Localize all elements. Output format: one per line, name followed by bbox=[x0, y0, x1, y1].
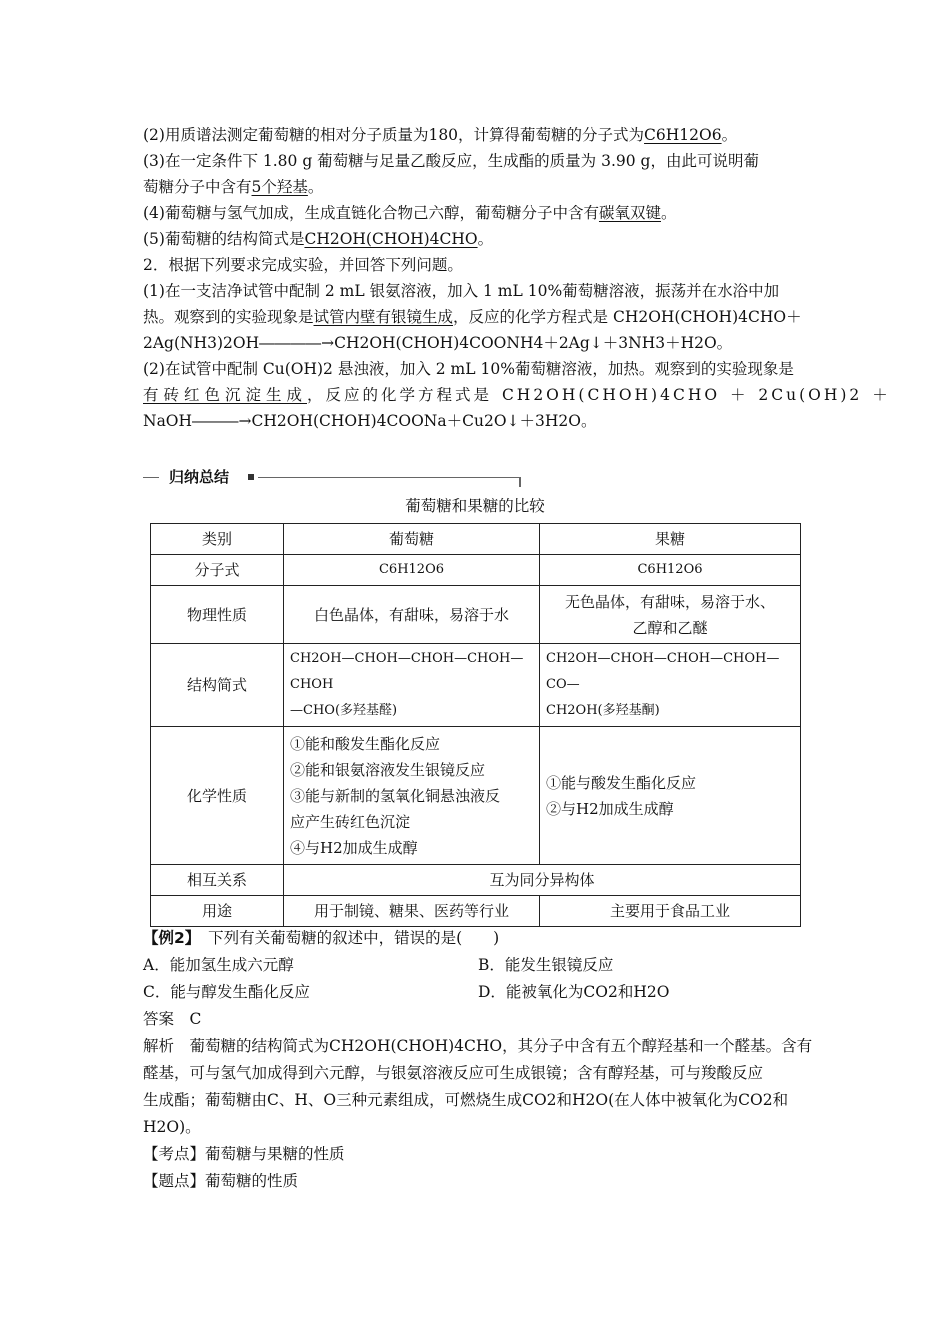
comparison-table bbox=[150, 523, 801, 927]
table-cell: C6H12O6 bbox=[284, 555, 540, 586]
silver-mirror-answer: 试管内壁有银镜生成 bbox=[313, 308, 454, 326]
section-2-title: 2．根据下列要求完成实验，并回答下列问题。 bbox=[143, 256, 463, 274]
question-3-line-2 bbox=[143, 174, 323, 200]
option-b: B．能发生银镜反应 bbox=[478, 956, 614, 974]
question-2-line bbox=[143, 122, 737, 148]
table-cell: 用于制镜、糖果、医药等行业 bbox=[284, 896, 540, 927]
cell-line: ④与H2加成生成醇 bbox=[290, 838, 418, 857]
table-row bbox=[151, 644, 801, 727]
cell-line: CH2OH—CHOH—CHOH—CHOH—CHOH bbox=[290, 651, 524, 692]
cell-line: 应产生砖红色沉淀 bbox=[290, 812, 411, 831]
experiment-1-line-1: (1)在一支洁净试管中配制 2 mL 银氨溶液，加入 1 mL 10%葡萄糖溶液，振荡并在水浴中加 bbox=[143, 282, 780, 300]
table-row bbox=[151, 896, 801, 927]
example-tag: 【例2】 bbox=[143, 929, 193, 947]
divider-end bbox=[519, 477, 521, 487]
table-row bbox=[151, 727, 801, 865]
experiment-2-equation: NaOH―――→CH2OH(CHOH)4COONa＋Cu2O↓＋3H2O。 bbox=[143, 412, 597, 430]
option-a: A．能加氢生成六元醇 bbox=[143, 956, 294, 974]
punct: 。 bbox=[307, 178, 324, 196]
answer-line: 答案 C bbox=[143, 1010, 202, 1028]
bullet-icon bbox=[248, 474, 254, 480]
row-label: 结构简式 bbox=[151, 644, 284, 727]
cell-line: 乙醇和乙醚 bbox=[632, 618, 708, 637]
table-cell: 主要用于食品工业 bbox=[540, 896, 801, 927]
analysis-line-4: H2O)。 bbox=[143, 1118, 201, 1136]
divider bbox=[258, 477, 521, 478]
question-3-text: 萄糖分子中含有 bbox=[143, 178, 252, 196]
glucose-formula-answer: C6H12O6 bbox=[644, 126, 722, 144]
analysis-line-3: 生成酯；葡萄糖由C、H、O三种元素组成，可燃烧生成CO2和H2O(在人体中被氧化为CO2和 bbox=[143, 1091, 789, 1109]
tidian-line: 【题点】葡萄糖的性质 bbox=[143, 1172, 299, 1190]
cell-line: —CHO(多羟基醛) bbox=[290, 703, 398, 718]
cell-line: CH2OH(多羟基酮) bbox=[546, 703, 660, 718]
row-label: 分子式 bbox=[151, 555, 284, 586]
analysis-line-1: 解析 葡萄糖的结构简式为CH2OH(CHOH)4CHO，其分子中含有五个醇羟基和一个醛基。含有 bbox=[143, 1037, 813, 1055]
example-question bbox=[143, 925, 499, 951]
header-cell: 果糖 bbox=[540, 524, 801, 555]
cell-line: 无色晶体，有甜味，易溶于水、 bbox=[564, 592, 775, 611]
question-5-line bbox=[143, 226, 493, 252]
table-cell: 白色晶体，有甜味，易溶于水 bbox=[284, 586, 540, 644]
cell-line: ②与H2加成生成醇 bbox=[546, 799, 674, 818]
table-cell: 互为同分异构体 bbox=[284, 865, 801, 896]
header-cell: 类别 bbox=[151, 524, 284, 555]
row-label: 用途 bbox=[151, 896, 284, 927]
cell-line: ①能和酸发生酯化反应 bbox=[290, 734, 441, 753]
brick-red-answer: 有砖红色沉淀生成 bbox=[143, 386, 308, 404]
cell-line: ①能与酸发生酯化反应 bbox=[546, 773, 697, 792]
experiment-1-text: 热。观察到的实验现象是 bbox=[143, 308, 314, 326]
header-cell: 葡萄糖 bbox=[284, 524, 540, 555]
table-row bbox=[151, 555, 801, 586]
hydroxyl-answer: 5个羟基 bbox=[251, 178, 308, 196]
row-label: 化学性质 bbox=[151, 727, 284, 865]
table-cell bbox=[540, 727, 801, 865]
analysis-line-2: 醛基，可与氢气加成得到六元醇，与银氨溶液反应可生成银镜；含有醇羟基，可与羧酸反应 bbox=[143, 1064, 764, 1082]
experiment-1-equation-start: ，反应的化学方程式是 CH2OH(CHOH)4CHO＋ bbox=[453, 308, 802, 326]
table-cell bbox=[540, 644, 801, 727]
experiment-1-equation: 2Ag(NH3)2OH――――→CH2OH(CHOH)4COONH4＋2Ag↓＋3NH3＋H2O。 bbox=[143, 334, 733, 352]
example-question-text: 下列有关葡萄糖的叙述中，错误的是( ) bbox=[208, 929, 500, 947]
summary-header bbox=[143, 470, 521, 486]
table-cell bbox=[284, 727, 540, 865]
punct: 。 bbox=[721, 126, 738, 144]
punct: 。 bbox=[660, 204, 677, 222]
row-label: 相互关系 bbox=[151, 865, 284, 896]
table-cell: C6H12O6 bbox=[540, 555, 801, 586]
experiment-2-line-2 bbox=[143, 382, 891, 408]
table-row bbox=[151, 865, 801, 896]
structure-answer: CH2OH(CHOH)4CHO bbox=[304, 230, 478, 248]
experiment-1-line-2 bbox=[143, 304, 802, 330]
option-d: D．能被氧化为CO2和H2O bbox=[478, 983, 670, 1001]
experiment-2-equation-start: ，反应的化学方程式是 CH2OH(CHOH)4CHO ＋ 2Cu(OH)2 ＋ bbox=[307, 386, 891, 404]
table-cell bbox=[540, 586, 801, 644]
summary-title: 归纳总结 bbox=[163, 468, 235, 486]
cell-line: ②能和银氨溶液发生银镜反应 bbox=[290, 760, 486, 779]
question-2-text: (2)用质谱法测定葡萄糖的相对分子质量为180，计算得葡萄糖的分子式为 bbox=[143, 126, 645, 144]
cell-line: ③能与新制的氢氧化铜悬浊液反 bbox=[290, 786, 501, 805]
table-row bbox=[151, 586, 801, 644]
experiment-2-line-1: (2)在试管中配制 Cu(OH)2 悬浊液，加入 2 mL 10%葡萄糖溶液，加热。观察到的实验现象是 bbox=[143, 360, 794, 378]
question-4-text: (4)葡萄糖与氢气加成，生成直链化合物己六醇，葡萄糖分子中含有 bbox=[143, 204, 599, 222]
cell-line: CH2OH—CHOH—CHOH—CHOH—CO— bbox=[546, 651, 780, 692]
table-row bbox=[151, 524, 801, 555]
option-c: C．能与醇发生酯化反应 bbox=[143, 983, 310, 1001]
question-4-line bbox=[143, 200, 677, 226]
punct: 。 bbox=[477, 230, 494, 248]
question-5-text: (5)葡萄糖的结构简式是 bbox=[143, 230, 305, 248]
kaodian-line: 【考点】葡萄糖与果糖的性质 bbox=[143, 1145, 345, 1163]
carbonyl-answer: 碳氧双键 bbox=[598, 204, 661, 222]
divider bbox=[143, 477, 159, 478]
row-label: 物理性质 bbox=[151, 586, 284, 644]
question-3-line-1: (3)在一定条件下 1.80 g 葡萄糖与足量乙酸反应，生成酯的质量为 3.90 g，由此可说明葡 bbox=[143, 152, 759, 170]
table-caption: 葡萄糖和果糖的比较 bbox=[405, 497, 545, 515]
table-cell bbox=[284, 644, 540, 727]
